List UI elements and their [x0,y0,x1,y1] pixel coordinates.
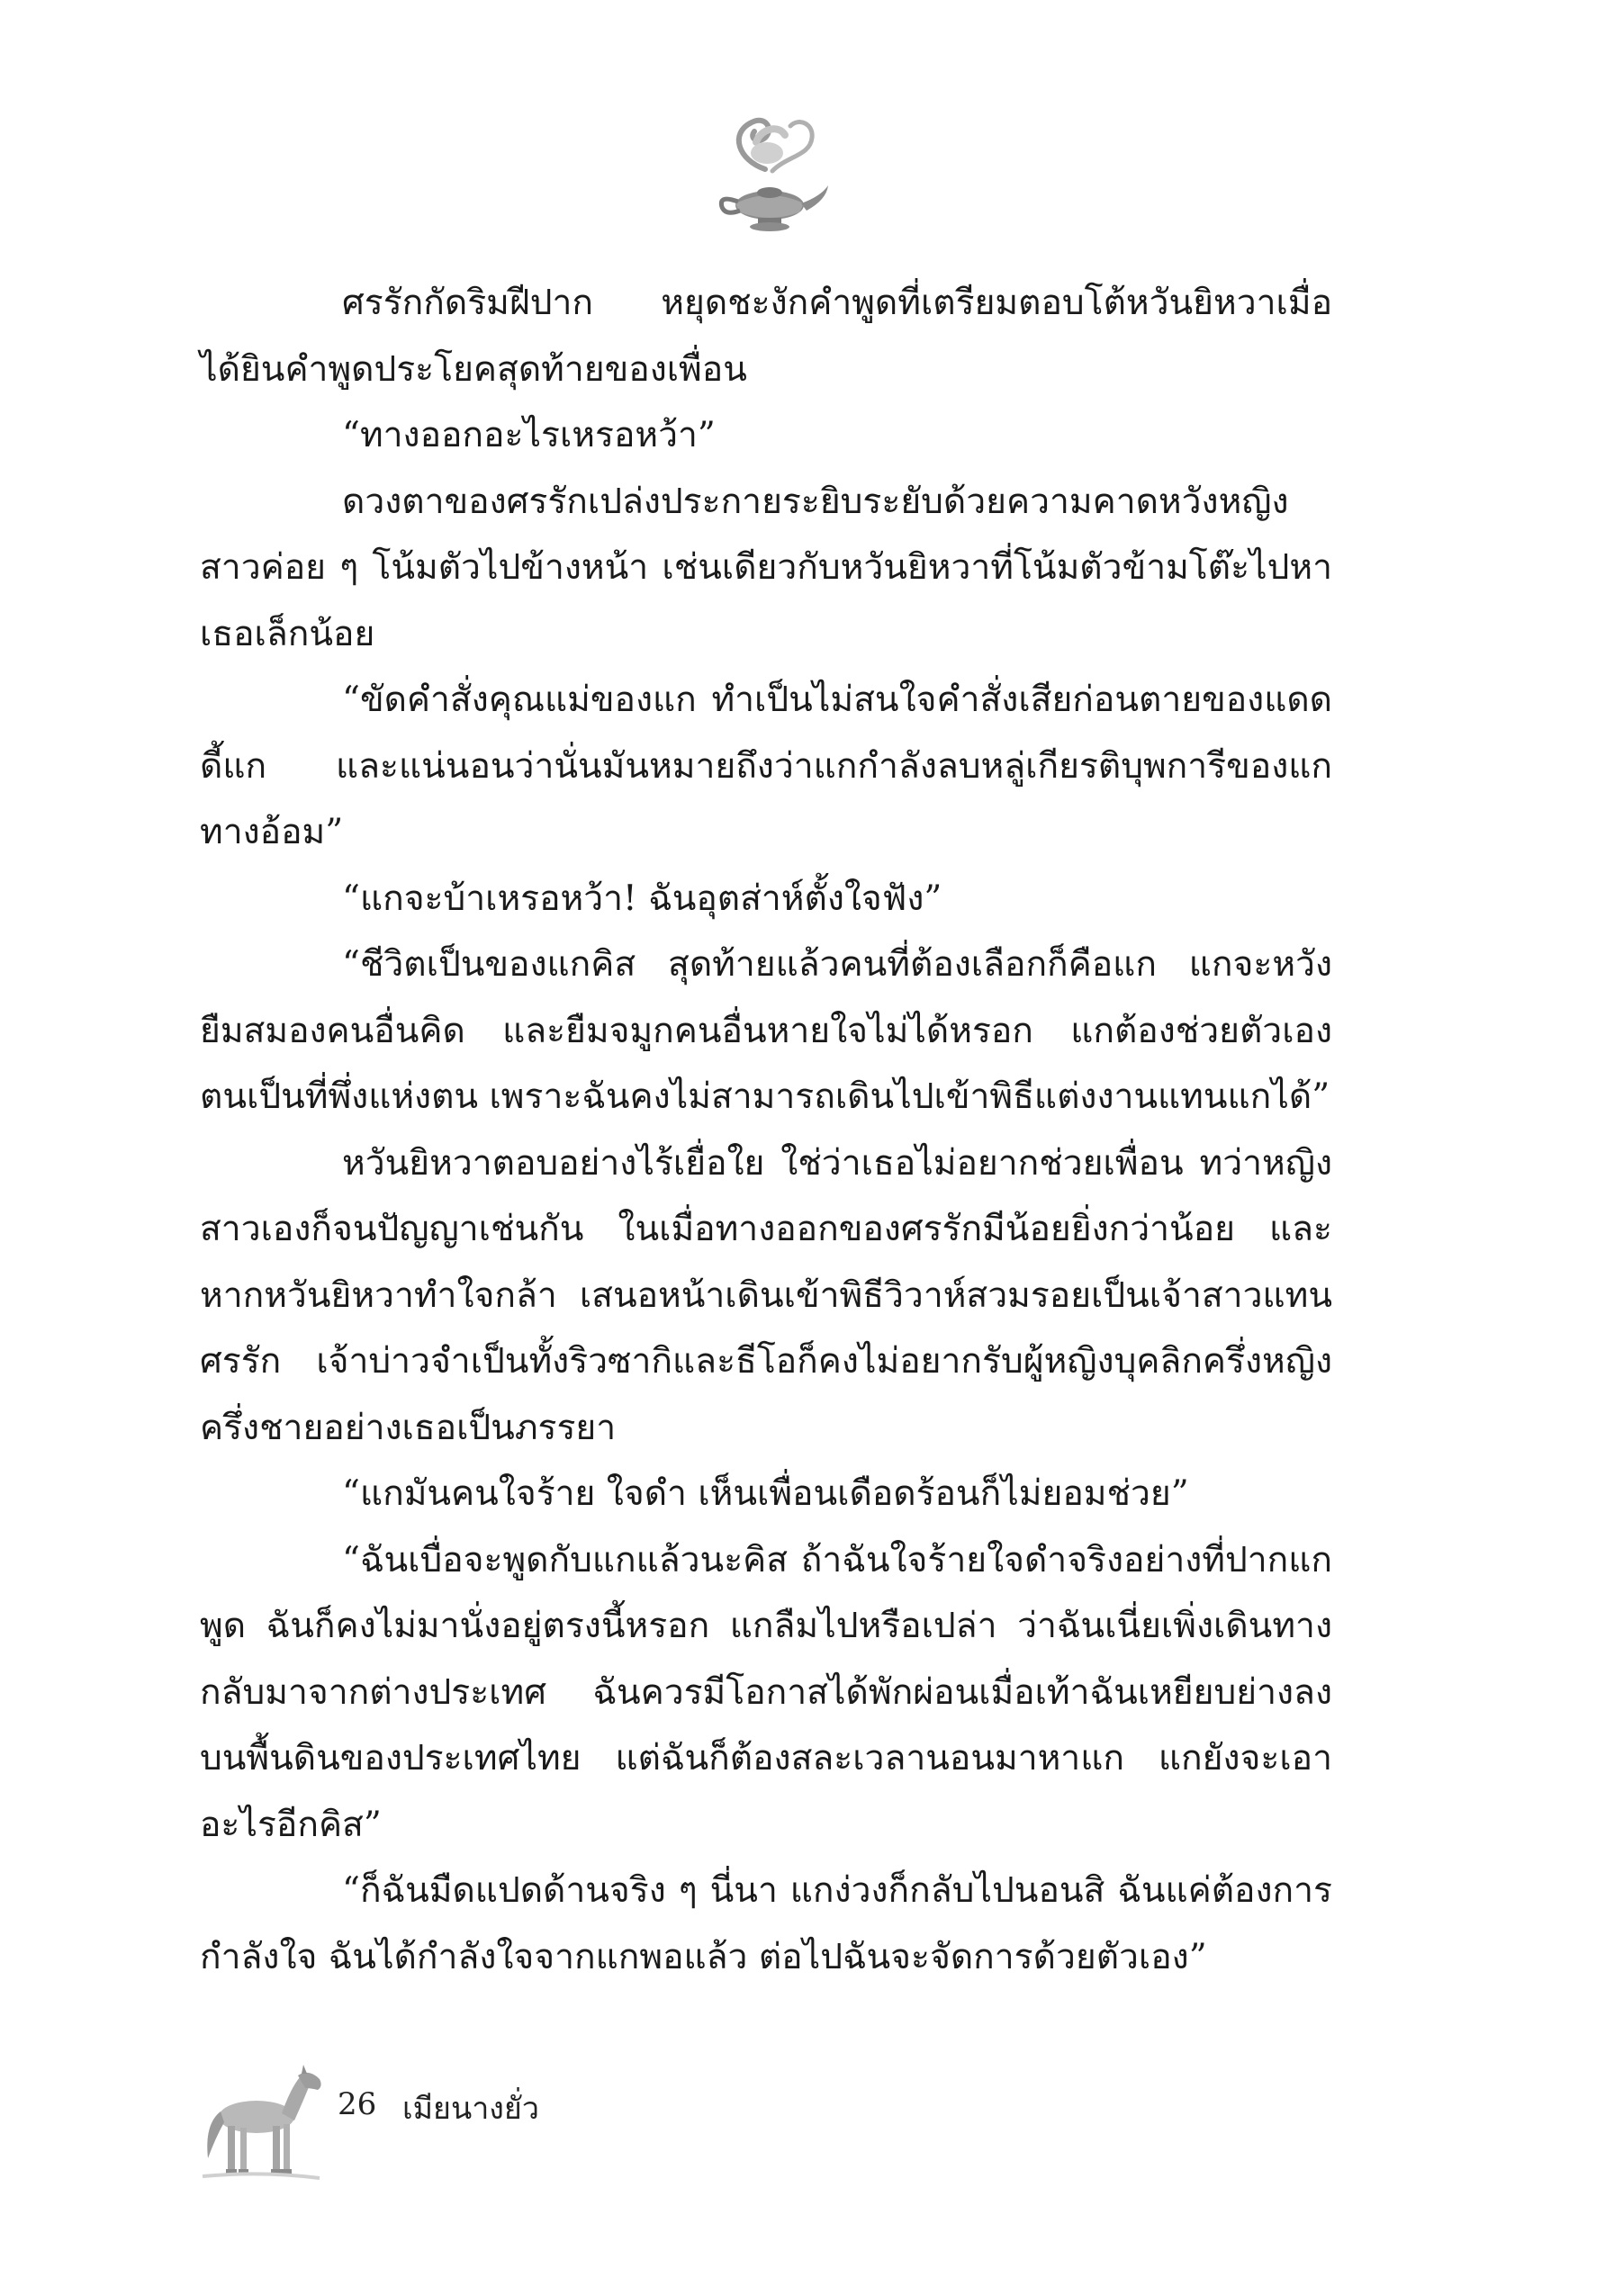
page-number: 26 [338,2086,377,2122]
paragraph: “ฉันเบื่อจะพูดกับแกแล้วนะคิส ถ้าฉันใจร้ายใจดำจริงอย่างที่ปากแกพูด ฉันก็คงไม่มานั่งอยู่ตรงนี้หรอก แกลืมไปหรือเปล่า ว่าฉันเนี่ยเพิ่งเดินทางกลับมาจากต่างประเทศ ฉันควรมีโอกาสได้พักผ่อนเมื่อเท้าฉันเหยียบย่างลงบนพื้นดินของประเทศไทย แต่ฉันก็ต้องสละเวลานอนมาหาแก แกยังจะเอาอะไรอีกคิส” [200,1539,1332,1845]
paragraph: “ขัดคำสั่งคุณแม่ของแก ทำเป็นไม่สนใจคำสั่งเสียก่อนตายของแดดดี้แก และแน่นอนว่านั่นมันหมายถึงว่าแกกำลังลบหลู่เกียรติบุพการีของแกทางอ้อม” [200,680,1332,852]
paragraph: “ชีวิตเป็นของแกคิส สุดท้ายแล้วคนที่ต้องเลือกก็คือแก แกจะหวังยืมสมองคนอื่นคิด และยืมจมูกคนอื่นหายใจไม่ได้หรอก แกต้องช่วยตัวเอง ตนเป็นที่พึ่งแห่งตน เพราะฉันคงไม่สามารถเดินไปเข้าพิธีแต่งงานแทนแกได้” [200,944,1332,1117]
paragraph: “แกมันคนใจร้าย ใจดำ เห็นเพื่อนเดือดร้อนก็ไม่ยอมช่วย” [342,1473,1189,1514]
body-text [200,270,1332,1990]
paragraph: หวันยิหวาตอบอย่างไร้เยื่อใย ใช่ว่าเธอไม่อยากช่วยเพื่อน ทว่าหญิงสาวเองก็จนปัญญาเช่นกัน ในเมื่อทางออกของศรรักมีน้อยยิ่งกว่าน้อย และหากหวันยิหวาทำใจกล้า เสนอหน้าเดินเข้าพิธีวิวาห์สวมรอยเป็นเจ้าสาวแทนศรรัก เจ้าบ่าวจำเป็นทั้งริวซากิและธีโอก็คงไม่อยากรับผู้หญิงบุคลิกครึ่งหญิงครึ่งชายอย่างเธอเป็นภรรยา [200,1142,1332,1448]
book-title: เมียนางยั่ว [402,2091,539,2127]
magic-lamp-icon [702,106,837,241]
page-footer [194,2061,734,2187]
paragraph: ศรรักกัดริมฝีปาก หยุดชะงักคำพูดที่เตรียมตอบโต้หวันยิหวาเมื่อได้ยินคำพูดประโยคสุดท้ายของเพื่อน [200,283,1332,390]
paragraph: “ทางออกอะไรเหรอหว้า” [342,415,716,455]
paragraph: ดวงตาของศรรักเปล่งประกายระยิบระยับด้วยความคาดหวังหญิงสาวค่อย ๆ โน้มตัวไปข้างหน้า เช่นเดียวกับหวันยิหวาที่โน้มตัวข้ามโต๊ะไปหาเธอเล็กน้อย [200,481,1332,654]
paragraph: “ก็ฉันมืดแปดด้านจริง ๆ นี่นา แกง่วงก็กลับไปนอนสิ ฉันแค่ต้องการกำลังใจ ฉันได้กำลังใจจากแกพอแล้ว ต่อไปฉันจะจัดการด้วยตัวเอง” [200,1870,1332,1977]
horse-icon [194,2061,329,2187]
paragraph: “แกจะบ้าเหรอหว้า! ฉันอุตส่าห์ตั้งใจฟัง” [342,878,942,919]
